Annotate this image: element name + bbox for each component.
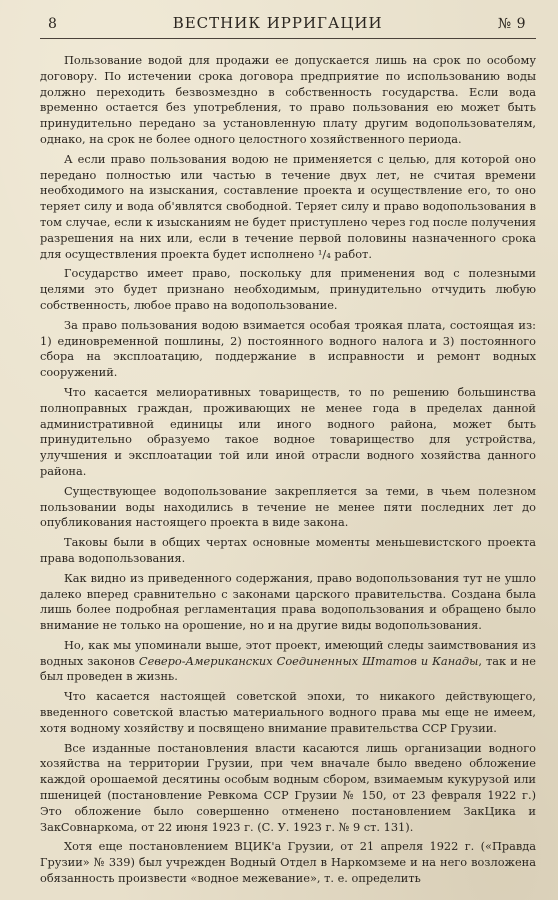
paragraph-9-end: , так и не был проведен в жизнь. [40,653,537,684]
paragraph-3: Государство имеет право, поскольку для применения вод с полезными целями это будет признано необходимым, принудительно отчудить любую собственность, любое право на водопользование. [40,266,536,312]
paragraph-2: А если право пользования водою не применяется с целью, для которой оно передано полностью или частью в течение двух лет, не считая времени необходимого на изыскания, составление проекта и осуществление его, то оно теряет силу и вода об'являтся свободной. Теряет силу и право водопользования в том случае, если к изысканиям не будет приступлено через год после получения разрешения на них или, если в течение первой половины назначенного срока для осуществления проекта будет исполнено ¹/₄ работ. [40,151,536,261]
paragraph-10: Что касается настоящей советской эпохи, то никакого действующего, введенного советской властью материального водного права мы еще не имеем, хотя водному хозяйству и посвящено внимание правительства ССР Грузии. [40,689,536,735]
paragraph-5: Что касается мелиоративных товариществ, то по решению большинства полноправных граждан, проживающих не менее года в пределах данной административной единицы или иного водного района, может быть принудительно образуемо такое водное товарищество для устройства, улучшения и эксплоатации той или иной отрасли водного хозяйства данного района. [40,384,536,478]
article-body [40,39,536,887]
paragraph-4: За право пользования водою взимается особая троякая плата, состоящая из: 1) единовременной пошлины, 2) постоянного водного налога и 3) постоянного сбора на эксплоатацию, поддержание в исправности и ремонт водных сооружений. [40,317,536,380]
page-number: 8 [48,16,58,32]
paragraph-1: Пользование водой для продажи ее допускается лишь на срок по особому договору. По истечении срока договора предприятие по использованию воды должно переходить безвозмездно в собственность государства. Если вода временно остается без употребления, то право пользования ею может быть принудительно передано за установленную плату другим водопользователям, однако, на срок не более одного целостного хозяйственного периода. [40,53,536,146]
paragraph-7: Таковы были в общих чертах основные моменты меньшевистского проекта права водопользования. [40,535,536,565]
page-header [40,14,536,39]
paragraph-8: Как видно из приведенного содержания, право водопользования тут не ушло далеко вперед сравнительно с законами царского правительства. Создана была лишь более подробная регламентация права водопользования и обращено было внимание не только на орошение, но и на другие виды водопользования. [40,570,536,633]
paragraph-11: Все изданные постановления власти касаются лишь организации водного хозяйства на территории Грузии, при чем вначале было введено обложение каждой орошаемой десятины особым водным сбором, взимаемым кукурузой или пшеницей (постановление Ревкома ССР Грузии № 150, от 23 февраля 1922 г.) Это обложение было совершенно отменено постановлением ЗакЦика и ЗакСовнаркома, от 22 июня 1923 г. (С. У. 1923 г. № 9 ст. 131). [40,740,536,834]
issue-number: № 9 [497,16,526,32]
paragraph-12: Хотя еще постановлением ВЦИК'а Грузии, от 21 апреля 1922 г. («Правда Грузии» № 339) был учрежден Водный Отдел в Наркомземе и на него возложена обязанность произвести «водное межевание», т. е. определить [40,839,536,886]
italic-countries: Северо-Американских Соединенных Штатов и Канады [138,653,479,668]
paragraph-6: Существующее водопользование закрепляется за теми, в чьем полезном пользовании воды находились в течение не менее пяти последних лет до опубликования настоящего проекта в виде закона. [40,483,536,530]
paragraph-9-start: Но, как мы упоминали выше, этот проект, имеющий следы заимствования из водных законов [40,637,536,668]
journal-title: ВЕСТНИК ИРРИГАЦИИ [172,14,383,32]
paragraph-9 [40,638,536,685]
